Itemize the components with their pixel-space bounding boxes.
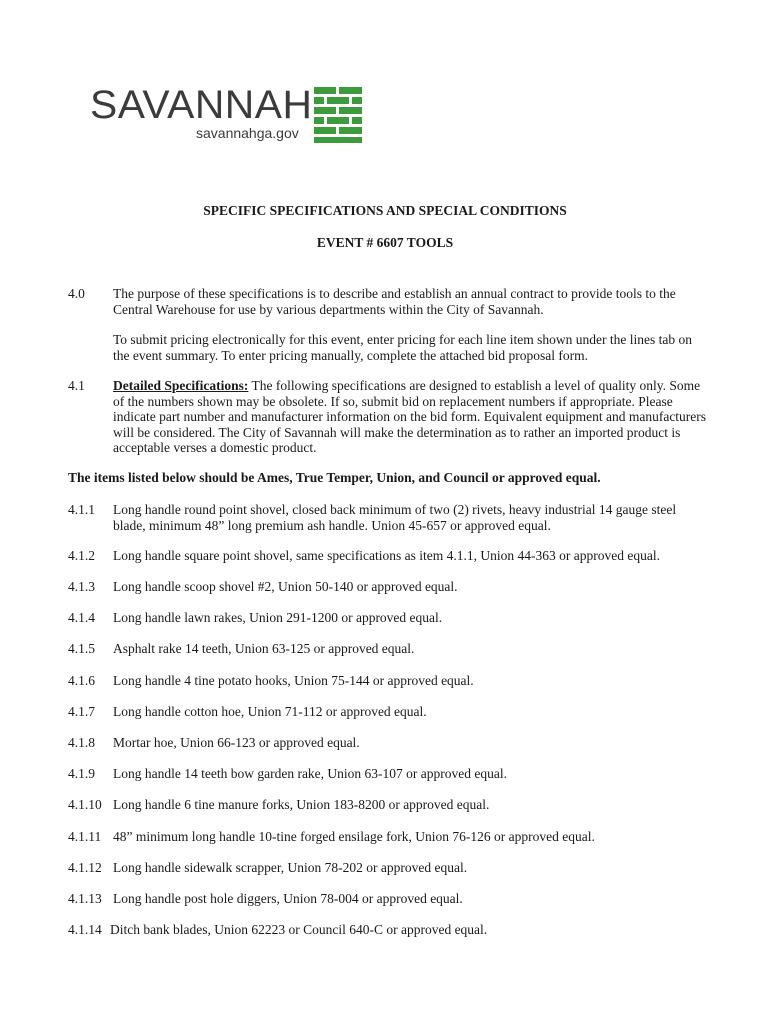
item-text: Long handle 6 tine manure forks, Union 183-8200 or approved equal. — [113, 797, 490, 812]
item-number: 4.1.7 — [68, 704, 95, 719]
item-text: 48” minimum long handle 10-tine forged ensilage fork, Union 76-126 or approved equal. — [113, 829, 595, 844]
list-item — [68, 797, 708, 813]
item-text: Long handle post hole diggers, Union 78-004 or approved equal. — [113, 891, 463, 906]
purpose-paragraph: The purpose of these specifications is to describe and establish an annual contract to provide tools to the Central Warehouse for use by various departments within the City of Savannah. — [113, 286, 676, 317]
item-number: 4.1.3 — [68, 579, 95, 594]
item-text: Long handle sidewalk scrapper, Union 78-202 or approved equal. — [113, 860, 468, 875]
item-number: 4.1.1 — [68, 502, 95, 517]
brick-wall-icon — [314, 87, 362, 143]
event-title: EVENT # 6607 TOOLS — [316, 235, 454, 250]
submission-paragraph: To submit pricing electronically for this event, enter pricing for each line item shown under the lines tab on the event summary. To enter pricing manually, complete the attached bid proposal form. — [113, 332, 693, 363]
savannah-logo — [90, 83, 370, 145]
list-item — [68, 829, 708, 845]
logo-url: savannahga.gov — [196, 125, 299, 141]
list-item — [68, 735, 708, 751]
list-item — [68, 641, 708, 657]
item-text: Long handle 14 teeth bow garden rake, Union 63-107 or approved equal. — [113, 766, 508, 781]
item-text: Mortar hoe, Union 66-123 or approved equal. — [113, 735, 360, 750]
item-number: 4.1.5 — [68, 641, 95, 656]
item-text: Long handle scoop shovel #2, Union 50-140 or approved equal. — [113, 579, 458, 594]
items-heading: The items listed below should be Ames, True Temper, Union, and Council or approved equal. — [68, 470, 601, 485]
item-text: Long handle lawn rakes, Union 291-1200 or approved equal. — [113, 610, 443, 625]
item-number: 4.1.11 — [68, 829, 102, 844]
list-item — [68, 891, 708, 907]
item-text: Long handle cotton hoe, Union 71-112 or approved equal. — [113, 704, 427, 719]
item-number: 4.1.13 — [68, 891, 102, 906]
list-item — [68, 610, 708, 626]
item-number: 4.1.14 — [68, 922, 102, 937]
item-text: Asphalt rake 14 teeth, Union 63-125 or approved equal. — [113, 641, 415, 656]
list-item — [68, 579, 708, 595]
detailed-specifications-label: Detailed Specifications: — [113, 378, 249, 393]
item-number: 4.1.2 — [68, 548, 95, 563]
item-number: 4.1.10 — [68, 797, 102, 812]
logo-wordmark: SAVANNAH — [90, 83, 313, 127]
list-item — [68, 673, 708, 689]
item-number: 4.1.4 — [68, 610, 95, 625]
section-number: 4.0 — [68, 286, 85, 301]
section-number: 4.1 — [68, 378, 85, 393]
list-item — [68, 502, 708, 533]
item-text: Long handle round point shovel, closed back minimum of two (2) rivets, heavy industrial 14 gauge steel blade, minimum 48” long premium ash handle. Union 45-657 or approved equal. — [113, 502, 677, 533]
item-number: 4.1.6 — [68, 673, 95, 688]
list-item — [68, 922, 708, 938]
item-text: Long handle square point shovel, same specifications as item 4.1.1, Union 44-363 or approved equal. — [113, 548, 660, 563]
document-title: SPECIFIC SPECIFICATIONS AND SPECIAL CONDITIONS — [203, 203, 567, 218]
item-number: 4.1.12 — [68, 860, 102, 875]
detailed-specifications-paragraph — [113, 378, 708, 456]
list-item — [68, 766, 708, 782]
item-number: 4.1.8 — [68, 735, 95, 750]
item-text: Long handle 4 tine potato hooks, Union 75-144 or approved equal. — [113, 673, 474, 688]
list-item — [68, 704, 708, 720]
list-item — [68, 860, 708, 876]
list-item — [68, 548, 708, 564]
detailed-specifications-text: The following specifications are designed to establish a level of quality only. Some of the numbers shown may be obsolete. If so, submit bid on replacement numbers if appropriate. Please indicate part number and manufacturer information on the bid form. Equivalent equipment and manufacturers will be considered. The City of Savannah will make the determination as to rather an imported product is acceptable verses a domestic product. — [113, 378, 707, 455]
item-text: Ditch bank blades, Union 62223 or Council 640-C or approved equal. — [110, 922, 488, 937]
item-number: 4.1.9 — [68, 766, 95, 781]
